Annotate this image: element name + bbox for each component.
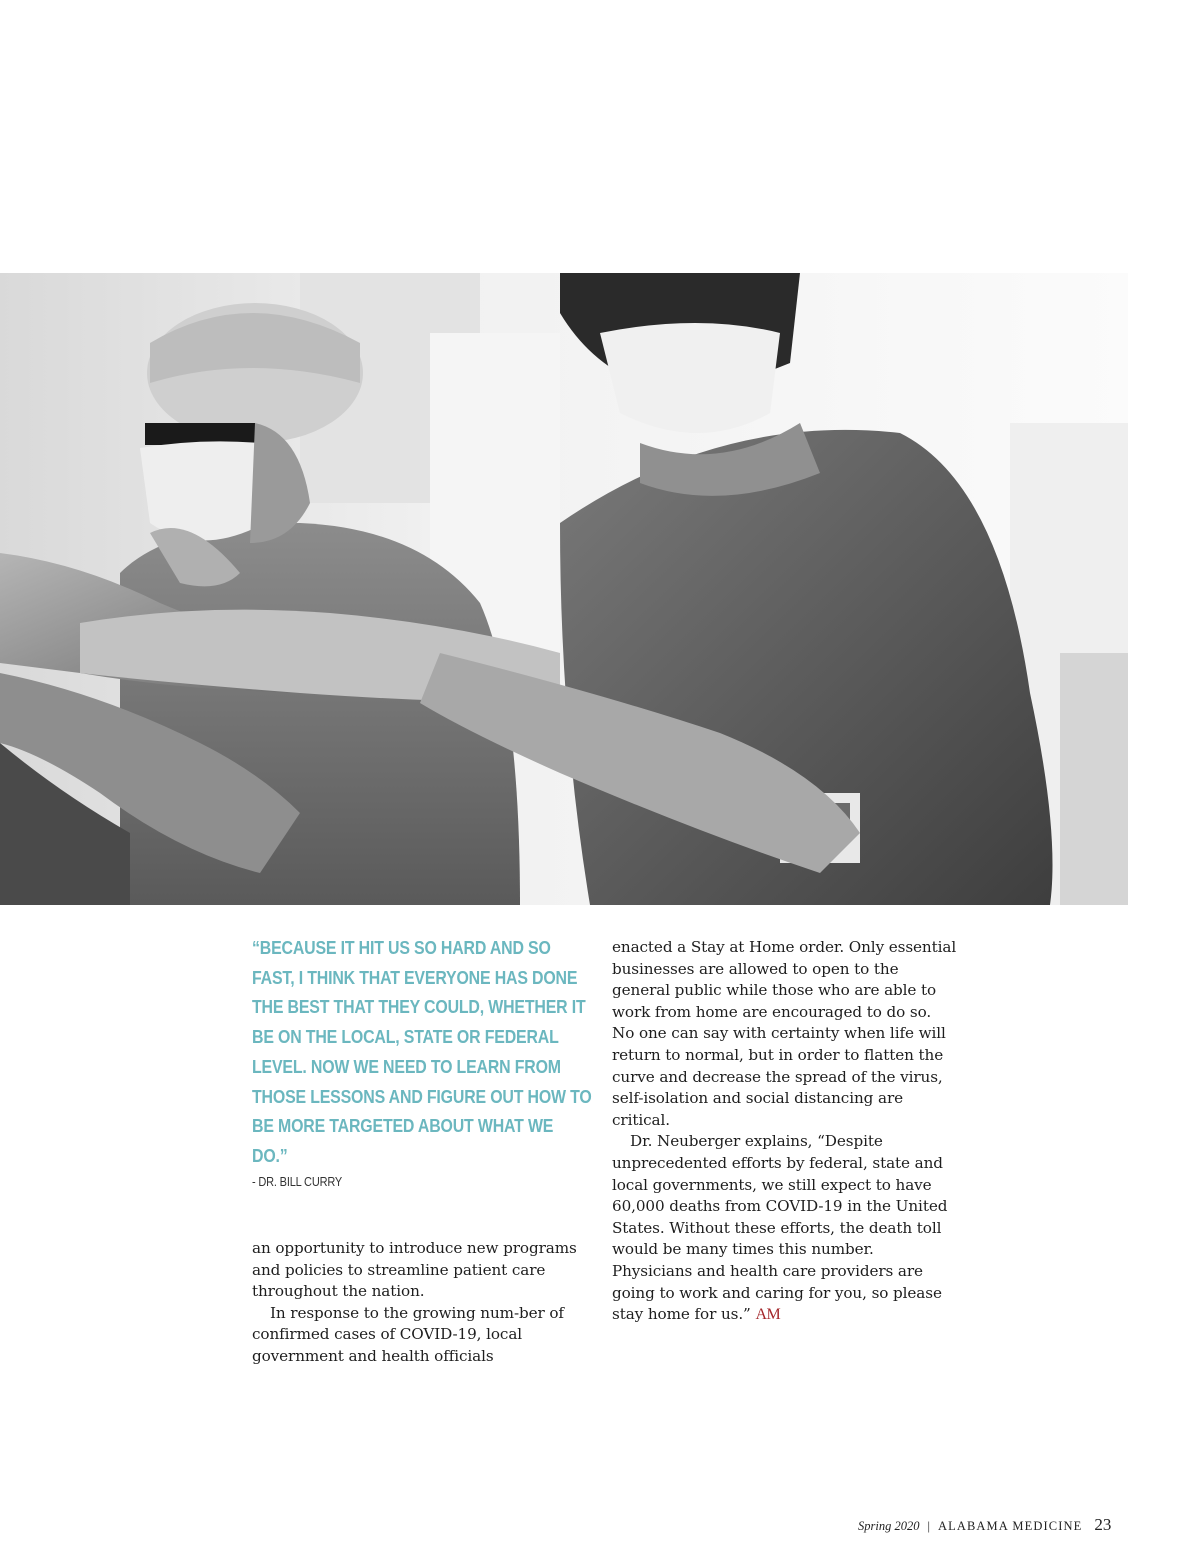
footer-magazine-name: ALABAMA MEDICINE bbox=[937, 1519, 1083, 1533]
footer-separator: | bbox=[927, 1519, 930, 1533]
paragraph-text: Dr. Neuberger explains, “Despite unprecedented efforts by federal, state and local governments, we still expect to have 60,000 deaths from COVID-19 in the United States. Without these efforts, the death toll would be many times this number. Physicians and health care providers are going to work and caring for you, so please stay home for us.” bbox=[612, 1132, 948, 1324]
end-mark: AM bbox=[755, 1306, 781, 1324]
left-column bbox=[252, 933, 592, 1365]
surgeons-photo bbox=[0, 273, 1128, 905]
right-column bbox=[612, 937, 957, 1326]
footer-season: Spring 2020 bbox=[858, 1519, 920, 1533]
right-column-body bbox=[612, 937, 957, 1326]
paragraph: an opportunity to introduce new programs and policies to streamline patient care throughout the nation. bbox=[252, 1239, 577, 1301]
page-footer bbox=[858, 1515, 1111, 1535]
pull-quote-attribution: - DR. BILL CURRY bbox=[252, 1174, 343, 1189]
page-number: 23 bbox=[1094, 1515, 1112, 1534]
pull-quote: “BECAUSE IT HIT US SO HARD AND SO FAST, I THINK THAT EVERYONE HAS DONE THE BEST THAT THEY COULD, WHETHER IT BE ON THE LOCAL, STATE OR FEDERAL LEVEL. NOW WE NEED TO LEARN FROM THOSE LESSONS AND FIGURE OUT HOW TO BE MORE TARGETED ABOUT WHAT WE DO.” bbox=[252, 937, 592, 1166]
paragraph: In response to the growing num-ber of confirmed cases of COVID-19, local government and health officials bbox=[252, 1303, 564, 1365]
left-column-body bbox=[252, 1238, 592, 1368]
paragraph bbox=[612, 1131, 957, 1325]
surgeons-scrubbing-hands-photo bbox=[0, 273, 1128, 905]
paragraph: enacted a Stay at Home order. Only essential businesses are allowed to open to the general public while those who are able to work from home are encouraged to do so. No one can say with certainty when life will return to normal, but in order to flatten the curve and decrease the spread of the virus, self-isolation and social distancing are critical. bbox=[612, 938, 957, 1129]
